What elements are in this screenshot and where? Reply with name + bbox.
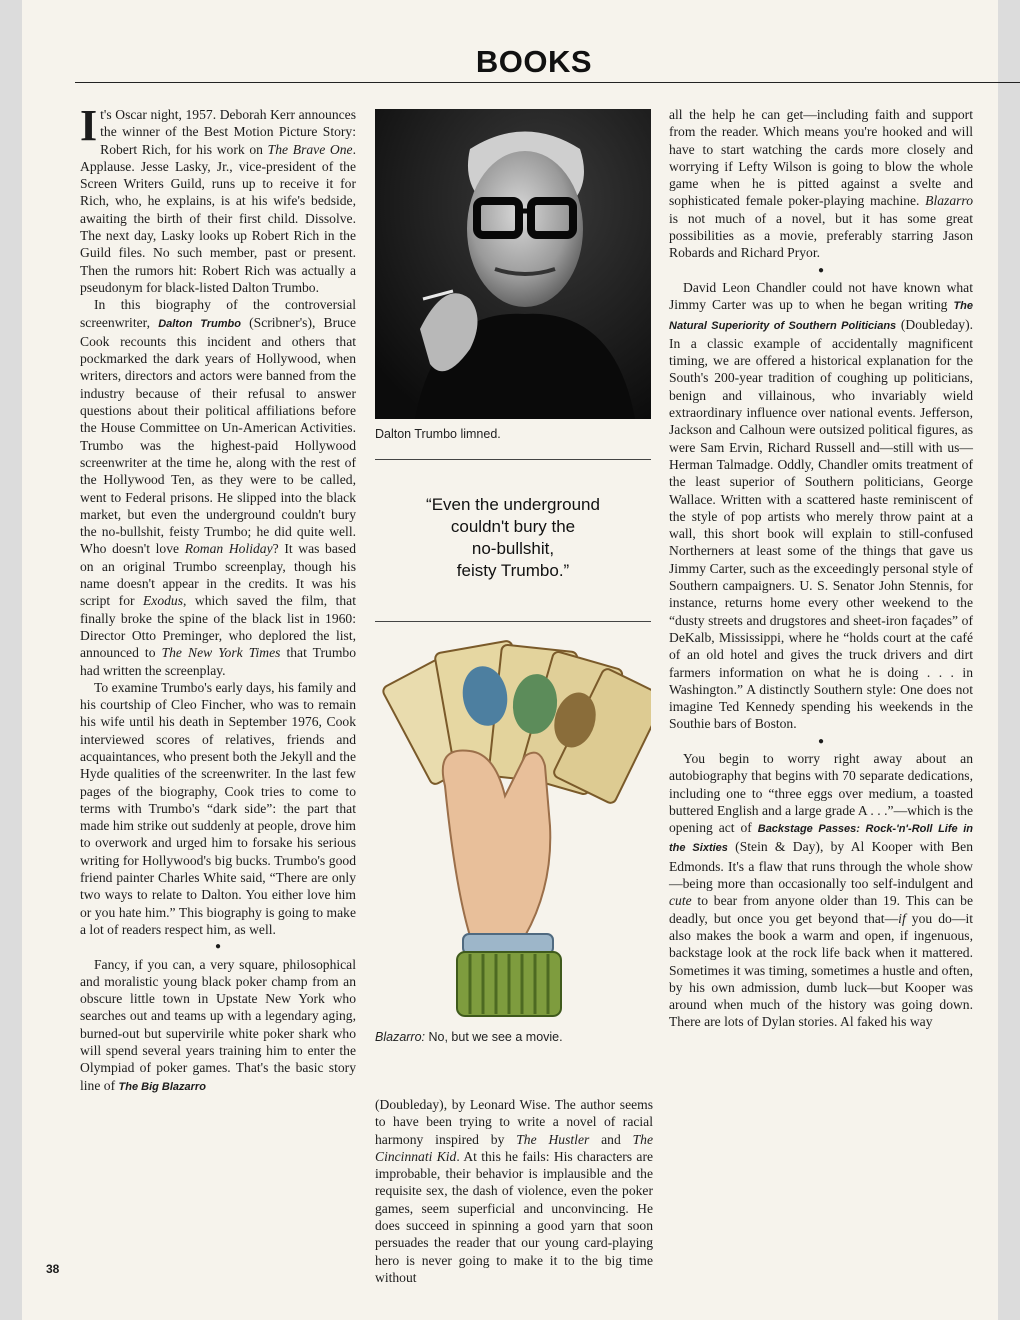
divider (375, 459, 651, 460)
header-rule (75, 82, 1020, 83)
section-bullet: ● (817, 264, 825, 276)
column-3 (669, 106, 973, 1031)
book-title: Dalton Trumbo (158, 317, 241, 330)
trumbo-photo (375, 109, 651, 419)
film-title: Exodus (143, 593, 184, 609)
divider (375, 621, 651, 622)
portrait-image (375, 109, 651, 419)
film-title: Roman Holiday (184, 541, 273, 557)
poker-hand-illustration (375, 636, 651, 1020)
caption-title: Blazarro: (375, 1030, 426, 1044)
paragraph: To examine Trumbo's early days, his family and his courtship of Cleo Fincher, who was to remain his wife until his death in September 1976, Cook interviewed scores of relatives, friends and acquaintances, who present both the Jekyll and the Hyde qualities of the screenwriter. In the last few pages of the biography, Cook tries to come to terms with Trumbo's “dark side”: the part that made him strike out suddenly at people, drove him to overwork and urged him to forsake his serious writing for Hollywood's big bucks. Trumbo's good friend painter Charles White said, “There are only two ways to relate to Dalton. You either love him or you hate him.” This biography is going to make a lot of readers respect him, as well. (80, 679, 356, 937)
paragraph: In this biography of the controversial screenwriter, Dalton Trumbo (Scribner's), Bruce Cook recounts this incident and others that pockmarked the dark years of Hollywood, when writers, directors and actors were banned from the industry because of their refusal to answer questions about their political affiliations before the House Committee on Un-American Activities. Trumbo was the highest-paid Hollywood screenwriter at the time he, along with the rest of the Hollywood Ten, as they were to be called, went to Federal prisons. He slipped into the black market, but even the underground couldn't bury the no-bullshit, feisty Trumbo; he did quite well. Who doesn't love Roman Holiday? It was based on an original Trumbo screenplay, though his name doesn't appear in the credits. It was his script for Exodus, which saved the film, that finally broke the spine of the black list in 1960: Director Otto Preminger, who deplored the list, announced to The New York Times that Trumbo had written the screenplay. (80, 297, 356, 678)
newspaper-title: The New York Times (161, 645, 281, 661)
paragraph: It's Oscar night, 1957. Deborah Kerr announces the winner of the Best Motion Picture Story: Robert Rich, for his work on The Brave One. Applause. Jesse Lasky, Jr., vice-president of the Screen Writers Guild, runs up to receive it for Rich, who, he explains, is at his wife's bedside, awaiting the birth of their first child. Dissolve. The next day, Lasky looks up Robert Rich in the Guild files. No such member, past or present. Then the rumors hit: Robert Rich was actually a pseudonym for black-listed Dalton Trumbo. (80, 101, 356, 295)
magazine-page (22, 0, 998, 1320)
film-title: The Brave One (267, 141, 353, 157)
column-1 (80, 101, 356, 1096)
paragraph: Fancy, if you can, a very square, philosophical and moralistic young black poker champ from an obscure little town in Upstate New York who searches out and teams up with a legendary aging, burned-out but supervirile white poker shark who will spend several years training him to enter the Olympiad of poker games. That's the basic story line of The Big Blazarro (80, 956, 356, 1093)
cards-in-hand-image (375, 636, 651, 1020)
pull-quote-line: no-bullshit, (471, 539, 555, 558)
section-bullet: ● (817, 735, 825, 747)
paragraph: You begin to worry right away about an autobiography that begins with 70 separate dedications, including one to “three eggs over medium, a toasted buttered English and a large grade A . . .”—which is the opening act of Backstage Passes: Rock-'n'-Roll Life in the Sixties (Stein & Day), by Al Kooper with Ben Edmonds. It's a flaw that runs through the whole show—being more than occasionally too self-indulgent and cute to bear from anyone older than 19. This can be deadly, but once you get beyond that—if you do—it also makes the book a warm and open, if ingenuous, backstage look at the rock life back when it mattered. Sometimes it was timing, sometimes a hustle and often, by his own admission, dumb luck—but Kooper was around when much of the history was going down. There are lots of Dylan stories. Al faked his way (669, 750, 973, 1030)
illustration-caption: Blazarro: No, but we see a movie. (375, 1030, 563, 1044)
paragraph: David Leon Chandler could not have known what Jimmy Carter was up to when he began writing The Natural Superiority of Southern Politicians (Doubleday). In a classic example of accidentally magnificent timing, we are offered a historical explanation for the South's 200-year tradition of coughing up politicians, benign and villainous, who invariably wield extraordinary influence over national events. Jefferson, Jackson and Calhoun were outsized political figures, as were Sam Ervin, Richard Russell and—still with us—Herman Talmadge. Oddly, Chandler omits treatment of the least superior of Southern politicians, George Wallace. Written with a scattered haste reminiscent of the style of pop artists who merely throw paint at a wall, this short book will explain to still-confused Northerners at least some of the things that gave us Jimmy Carter, such as the exceedingly personal style of Southern campaigners. U. S. Senator John Stennis, for instance, returns home every other weekend to the “dusty streets and drugstores and sheet-iron façades” of DeKalb, Mississippi, where he “holds court at the café of an old hotel and gives the truck drivers and dirt farmers information on what he is doing . . . in Washington.” A distinctly Southern style: One does not imagine Ted Kennedy spending his weekends in the Southie bars of Boston. (669, 279, 973, 732)
drop-cap: I (80, 101, 98, 150)
section-bullet: ● (214, 941, 222, 953)
paragraph: (Doubleday), by Leonard Wise. The author seems to have been trying to write a novel of racial harmony inspired by The Hustler and The Cincinnati Kid. At this he fails: His characters are improbable, their behavior is implausible and the requisite sex, the dash of violence, even the poker games, seem superficial and unconvincing. He does succeed in spinning a good yarn that soon persuades the reader that our young card-playing hero is never going to make it to the big time without (375, 1097, 654, 1285)
paragraph: all the help he can get—including faith and support from the reader. Which means you're hooked and will have to start watching the cards more closely and worrying if Lefty Wilson is going to blow the whole game when he is pitted against a svelte and sophisticated female poker-playing machine. Blazarro is not much of a novel, but it has some great possibilities as a movie, preferably starring Jason Robards and Richard Pryor. (669, 107, 973, 261)
film-title: The Hustler (516, 1131, 590, 1147)
photo-caption: Dalton Trumbo limned. (375, 427, 501, 441)
column-2 (375, 1096, 653, 1286)
pull-quote-line: couldn't bury the (450, 517, 576, 536)
section-title: BOOKS (475, 44, 593, 79)
book-title: Backstage Passes: Rock-'n'-Roll Life in the Sixties (669, 823, 973, 855)
pull-quote (375, 494, 651, 582)
book-title: Blazarro (925, 193, 973, 209)
film-title: The Cincinnati Kid (375, 1131, 653, 1164)
pull-quote-line: feisty Trumbo.” (456, 561, 570, 580)
book-title: The Natural Superiority of Southern Politicians (669, 300, 973, 332)
book-title: The Big Blazarro (118, 1080, 206, 1093)
page-number: 38 (46, 1262, 60, 1276)
pull-quote-line: “Even the underground (426, 495, 600, 514)
